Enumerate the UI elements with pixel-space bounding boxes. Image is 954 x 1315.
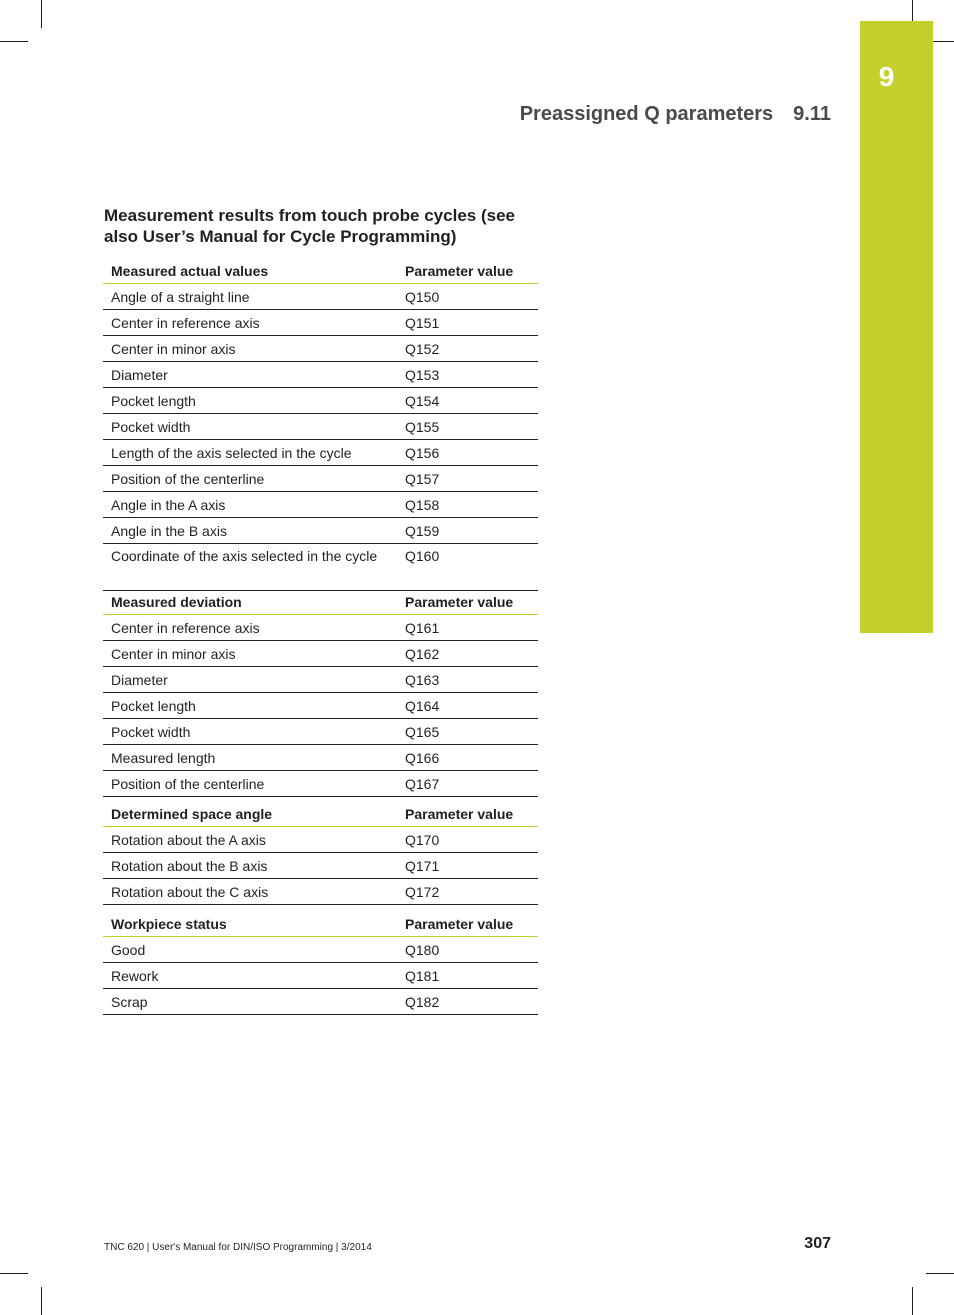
table-cell-description: Measured length [103,745,397,771]
table-cell-description: Center in minor axis [103,641,397,667]
table-row [103,336,538,362]
column-header-value: Parameter value [397,798,538,827]
table-cell-parameter: Q163 [397,667,538,693]
table-cell-parameter: Q162 [397,641,538,667]
table-row [103,310,538,336]
table-row [103,388,538,414]
table-cell-description: Diameter [103,667,397,693]
table-cell-description: Coordinate of the axis selected in the cycle [103,544,397,591]
table-cell-parameter: Q170 [397,827,538,853]
table-cell-parameter: Q171 [397,853,538,879]
parameter-table [103,255,538,591]
crop-mark [926,1273,954,1274]
table-row [103,827,538,853]
column-header-value: Parameter value [397,908,538,937]
column-header-name: Determined space angle [103,798,397,827]
table-row [103,544,538,591]
table-cell-description: Rework [103,963,397,989]
table-cell-parameter: Q152 [397,336,538,362]
running-header [520,103,831,126]
table-cell-description: Rotation about the C axis [103,879,397,905]
table-cell-parameter: Q151 [397,310,538,336]
table-cell-description: Center in minor axis [103,336,397,362]
table-cell-description: Pocket width [103,414,397,440]
section-heading: Measurement results from touch probe cycles (see also User’s Manual for Cycle Programming) [104,206,515,246]
table-cell-parameter: Q155 [397,414,538,440]
table-cell-description: Center in reference axis [103,310,397,336]
parameter-table [103,586,538,797]
table-cell-description: Diameter [103,362,397,388]
table-cell-description: Good [103,937,397,963]
crop-mark [0,41,28,42]
table-cell-parameter: Q156 [397,440,538,466]
table-row [103,693,538,719]
table-row [103,492,538,518]
table-cell-parameter: Q181 [397,963,538,989]
table-cell-parameter: Q159 [397,518,538,544]
table-cell-parameter: Q165 [397,719,538,745]
table-cell-description: Angle in the A axis [103,492,397,518]
table-cell-parameter: Q154 [397,388,538,414]
table-row [103,771,538,797]
table-row [103,853,538,879]
table-row [103,440,538,466]
table-cell-description: Position of the centerline [103,466,397,492]
table-cell-description: Angle of a straight line [103,284,397,310]
parameter-table [103,798,538,905]
table-cell-description: Center in reference axis [103,615,397,641]
table-header-row [103,908,538,937]
table-cell-description: Pocket length [103,388,397,414]
table-cell-parameter: Q157 [397,466,538,492]
table-cell-description: Angle in the B axis [103,518,397,544]
table-row [103,466,538,492]
page-number: 307 [804,1235,831,1252]
table-header-row [103,586,538,615]
table-cell-parameter: Q172 [397,879,538,905]
crop-mark [41,1287,42,1315]
table-header-row [103,255,538,284]
crop-mark [912,1287,913,1315]
table-cell-parameter: Q158 [397,492,538,518]
crop-mark [41,0,42,28]
table-row [103,615,538,641]
column-header-name: Measured deviation [103,586,397,615]
chapter-tab [860,21,933,633]
table-cell-parameter: Q160 [397,544,538,591]
crop-mark [0,1273,28,1274]
column-header-name: Measured actual values [103,255,397,284]
table-cell-description: Rotation about the A axis [103,827,397,853]
table-cell-description: Pocket length [103,693,397,719]
table-row [103,667,538,693]
table-row [103,989,538,1015]
table-cell-parameter: Q153 [397,362,538,388]
table-cell-parameter: Q150 [397,284,538,310]
table-cell-parameter: Q167 [397,771,538,797]
table-row [103,963,538,989]
table-cell-parameter: Q182 [397,989,538,1015]
table-row [103,879,538,905]
table-row [103,641,538,667]
table-cell-parameter: Q166 [397,745,538,771]
chapter-number: 9 [878,61,895,92]
table-row [103,719,538,745]
table-cell-description: Pocket width [103,719,397,745]
column-header-value: Parameter value [397,255,538,284]
table-cell-description: Position of the centerline [103,771,397,797]
table-row [103,414,538,440]
column-header-name: Workpiece status [103,908,397,937]
table-cell-description: Scrap [103,989,397,1015]
parameter-table [103,908,538,1015]
table-row [103,745,538,771]
section-title: Preassigned Q parameters [519,103,774,125]
table-cell-parameter: Q164 [397,693,538,719]
table-row [103,362,538,388]
table-cell-description: Rotation about the B axis [103,853,397,879]
table-cell-description: Length of the axis selected in the cycle [103,440,397,466]
column-header-value: Parameter value [397,586,538,615]
footer-text: TNC 620 | User's Manual for DIN/ISO Programming | 3/2014 [104,1242,372,1253]
table-header-row [103,798,538,827]
section-number: 9.11 [793,103,831,125]
table-row [103,937,538,963]
table-cell-parameter: Q161 [397,615,538,641]
table-cell-parameter: Q180 [397,937,538,963]
table-row [103,284,538,310]
table-row [103,518,538,544]
